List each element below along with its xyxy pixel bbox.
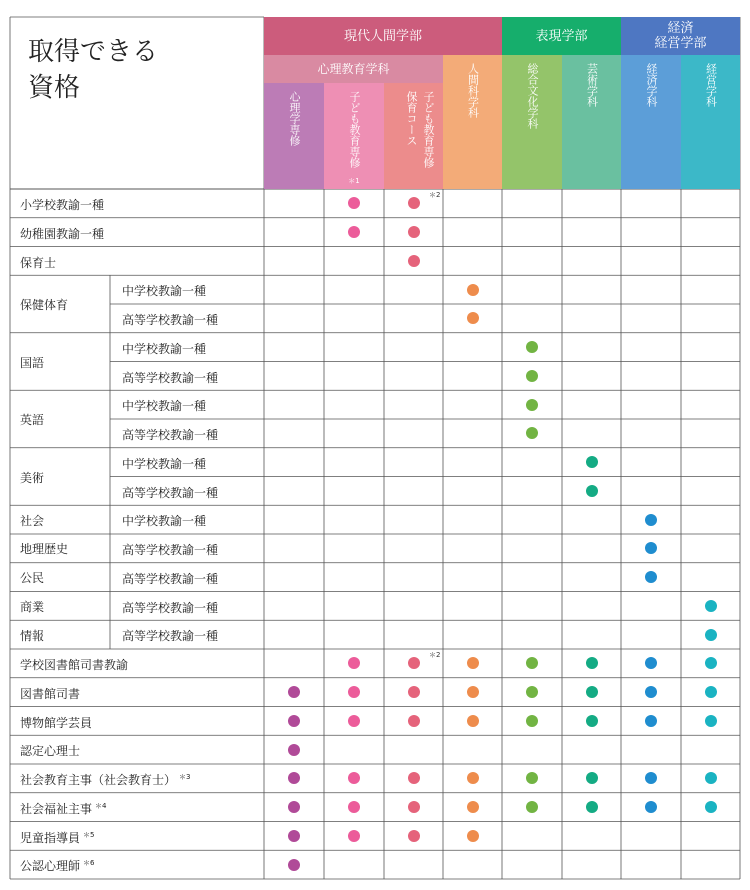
column-label: 保育コース: [405, 91, 418, 146]
row-sublabel: 中学校教諭一種: [122, 341, 207, 356]
row-group-label: 美術: [20, 470, 45, 485]
row-sublabel: 高等学校教諭一種: [122, 485, 219, 500]
column-header: [264, 83, 324, 189]
qualification-dot: [467, 801, 479, 813]
page-title: 取得できる 資格: [28, 37, 159, 103]
qualification-dot: [645, 514, 657, 526]
column-header: [443, 55, 502, 189]
qualification-dot: [288, 859, 300, 871]
department-header: 心理教育学科: [264, 55, 443, 83]
qualification-dot: [408, 226, 420, 238]
qualification-dot: [705, 686, 717, 698]
column-label: 経営学科: [704, 63, 718, 107]
cell-footnote: ＊2: [429, 191, 441, 199]
qualification-dot: [705, 715, 717, 727]
column-header: [384, 83, 443, 189]
row-group-label: 国語: [20, 355, 45, 370]
row-footnote: ＊5: [83, 830, 95, 839]
row-label: 公認心理師 $^{*6}$: [20, 859, 95, 874]
qualification-dot: [408, 801, 420, 813]
row-group-label: 英語: [20, 413, 45, 427]
qualification-dot: [705, 600, 717, 612]
column-label: 子ども教育専修: [348, 91, 361, 168]
qualification-dot: [408, 772, 420, 784]
qualification-dot: [408, 686, 420, 698]
qualification-dot: [467, 715, 479, 727]
qualification-dot: [586, 772, 598, 784]
row-sublabel: 中学校教諭一種: [122, 399, 207, 414]
qualification-dot: [408, 255, 420, 267]
qualification-dot: [586, 456, 598, 468]
row-label: 保育士: [20, 255, 57, 270]
qualification-dot: [586, 657, 598, 669]
row-label: 児童指導員 $^{*5}$: [20, 830, 95, 845]
row-sublabel: 高等学校教諭一種: [122, 313, 219, 327]
row-group-label: 情報: [20, 628, 45, 643]
qualification-dot: [705, 629, 717, 641]
row-group-label: 商業: [20, 599, 45, 614]
qualification-dot: [467, 772, 479, 784]
row-label: 小学校教諭一種: [20, 198, 105, 212]
row-sublabel: 高等学校教諭一種: [122, 543, 219, 557]
qualification-dot: [467, 284, 479, 296]
column-label: 芸術学科: [585, 63, 599, 107]
row-sublabel: 中学校教諭一種: [122, 456, 207, 471]
row-group-label: 社会: [20, 513, 45, 528]
row-label: 社会福祉主事 $^{*4}$: [20, 801, 107, 816]
column-header: [681, 55, 740, 189]
qualification-dot: [408, 830, 420, 842]
column-label: 子ども教育専修: [422, 91, 435, 168]
qualification-dot: [586, 485, 598, 497]
qualification-dot: [645, 715, 657, 727]
column-header: [502, 55, 562, 189]
column-label: 心理学専修: [288, 91, 301, 146]
row-group-label: 地理歴史: [20, 542, 69, 557]
qualification-dot: [348, 715, 360, 727]
qualification-dot: [467, 686, 479, 698]
row-sublabel: 高等学校教諭一種: [122, 629, 219, 644]
qualification-dot: [586, 801, 598, 813]
qualification-dot: [288, 830, 300, 842]
row-sublabel: 高等学校教諭一種: [122, 428, 219, 442]
row-sublabel: 高等学校教諭一種: [122, 370, 219, 385]
row-footnote: ＊6: [83, 859, 95, 868]
qualification-dot: [526, 715, 538, 727]
qualification-dot: [467, 312, 479, 324]
row-label: 認定心理士: [20, 744, 81, 759]
qualification-dot: [705, 801, 717, 813]
qualification-dot: [288, 715, 300, 727]
row-sublabel: 中学校教諭一種: [122, 284, 207, 299]
row-sublabel: 中学校教諭一種: [122, 514, 207, 529]
faculty-header: 表現学部: [502, 17, 621, 55]
qualification-dot: [408, 657, 420, 669]
qualification-dot: [288, 744, 300, 756]
cell-footnote: ＊2: [429, 651, 441, 659]
qualification-dot: [526, 370, 538, 382]
qualification-dot: [705, 657, 717, 669]
row-sublabel: 高等学校教諭一種: [122, 571, 219, 586]
column-note: ＊1: [348, 177, 360, 185]
column-header: [562, 55, 621, 189]
qualification-dot: [705, 772, 717, 784]
row-footnote: ＊4: [95, 801, 107, 810]
qualification-dot: [348, 830, 360, 842]
qualification-dot: [526, 399, 538, 411]
row-sublabel: 高等学校教諭一種: [122, 600, 219, 615]
qualification-dot: [408, 715, 420, 727]
row-group-label: 保健体育: [20, 298, 69, 312]
qualification-dot: [467, 657, 479, 669]
row-label: 幼稚園教諭一種: [20, 226, 105, 241]
qualification-dot: [586, 715, 598, 727]
row-label: 図書館司書: [20, 686, 81, 701]
column-label: 人間科学科: [466, 63, 480, 118]
column-header: [324, 83, 384, 189]
qualification-dot: [586, 686, 598, 698]
row-label: 博物館学芸員: [20, 715, 93, 730]
column-label: 総合文化学科: [526, 63, 539, 129]
row-footnote: ＊3: [179, 773, 191, 781]
row-group-label: 公民: [20, 571, 45, 586]
column-label: 経済学科: [645, 63, 658, 107]
qualification-dot: [408, 197, 420, 209]
row-label: 社会教育主事（社会教育士） $^{*3}$: [20, 773, 191, 787]
column-header: [621, 55, 681, 189]
faculty-header: 現代人間学部: [264, 17, 502, 55]
qualification-dot: [467, 830, 479, 842]
faculty-header: 経済 経営学部: [621, 17, 740, 55]
row-label: 学校図書館司書教諭: [20, 658, 129, 672]
